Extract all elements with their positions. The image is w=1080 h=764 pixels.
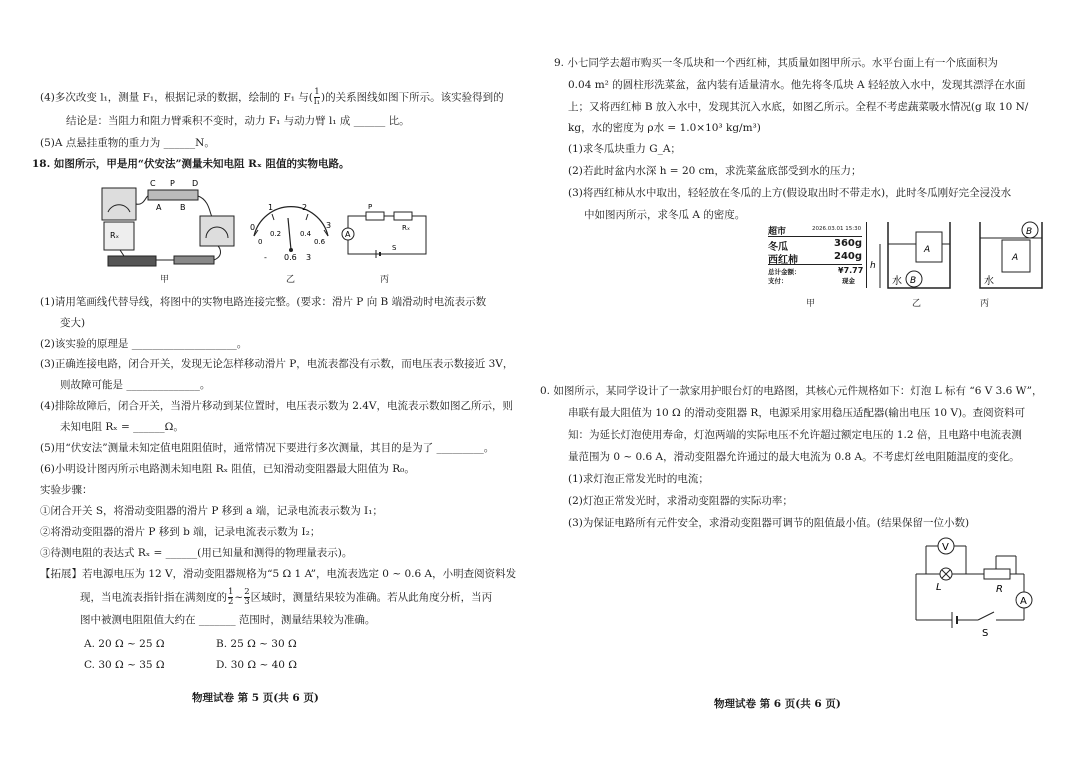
- q19-stem-1: 9. 小七同学去超市购买一冬瓜块和一个西红柿，其质量如图甲所示。水平台面上有一个底面积为: [554, 57, 998, 69]
- step-2: ②将滑动变阻器的滑片 P 移到 b 端，记录电流表示数为 I₂；: [40, 526, 321, 538]
- q19-stem-3: 上；又将西红柿 B 放入水中，发现其沉入水底，如图乙所示。全程不考虑蔬菜吸水情况(g 取 10 N/: [568, 101, 1029, 113]
- range-separator: ~: [234, 591, 244, 604]
- label-d: D: [192, 179, 199, 188]
- q20-stem-1: 0. 如图所示，某同学设计了一款家用护眼台灯的电路图，其核心元件规格如下：灯泡 L 标有 “6 V 3.6 W”，: [540, 385, 1043, 397]
- caption-jia: 甲: [160, 275, 170, 285]
- lamp-circuit-diagram: [906, 534, 1036, 640]
- label-h: h: [870, 261, 876, 271]
- frac-num: 1: [314, 87, 320, 97]
- frac-b-den: 3: [244, 597, 250, 607]
- q18-1: (1)请用笔画线代替导线，将图中的实物电路连接完整。(要求：滑片 P 向 B 端滑动时电流表示数: [40, 296, 487, 308]
- q17-4-text-a: (4)多次改变 l₁，测量 F₁，根据记录的数据，绘制的 F₁ 与(: [40, 91, 313, 104]
- label-b-yi: B: [910, 276, 917, 286]
- label-water-yi: 水: [892, 276, 902, 287]
- label-v: V: [942, 542, 949, 553]
- q17-5: (5)A 点悬挂重物的重力为 ______N。: [40, 137, 215, 149]
- step-1: ①闭合开关 S，将滑动变阻器的滑片 P 移到 a 端，记录电流表示数为 I₁；: [40, 505, 383, 517]
- label-rx: Rₓ: [110, 231, 120, 240]
- extension-question: 图中被测电阻阻值大约在 _______ 范围时，测量结果较为准确。: [80, 614, 376, 626]
- option-d[interactable]: D. 30 Ω ~ 40 Ω: [216, 659, 298, 671]
- q17-4-conclusion: 结论是：当阻力和阻力臂乘积不变时，动力 F₁ 与动力臂 l₁ 成 ______ 比。: [66, 115, 410, 127]
- frac-a-den: 2: [228, 597, 234, 607]
- figure-bing-circuit: [340, 204, 432, 260]
- label-l: L: [936, 582, 942, 593]
- label-s: S: [982, 628, 989, 639]
- tick2-label-02: 0.2: [270, 230, 282, 238]
- tick-1: [272, 214, 274, 220]
- caption-yi: 乙: [286, 275, 296, 285]
- extension-cont: [80, 588, 492, 607]
- terminal-06: 0.6: [284, 253, 297, 262]
- tick-label-3: 3: [326, 221, 332, 230]
- rx-symbol: [394, 212, 412, 220]
- steps-heading: 实验步骤：: [40, 484, 93, 496]
- caption-bing-right: 丙: [980, 299, 990, 309]
- fraction-two-thirds: [244, 588, 249, 607]
- q20-2: (2)灯泡正常发光时，求滑动变阻器的实际功率；: [568, 495, 793, 507]
- label-c: C: [150, 179, 156, 188]
- q18-4-cont: 未知电阻 Rₓ = ______Ω。: [60, 421, 184, 433]
- receipt-item-1-name: 冬瓜: [768, 242, 788, 253]
- q20-stem-2: 串联有最大阻值为 10 Ω 的滑动变阻器 R，电源采用家用稳压适配器(输出电压 10 V)。查阅资料可: [568, 407, 1026, 419]
- label-b-bing: B: [1026, 227, 1033, 237]
- tick2-label-06: 0.6: [314, 238, 326, 246]
- receipt-pay-value: 现金: [842, 277, 855, 285]
- tick-label-1: 1: [268, 203, 274, 212]
- label-b: B: [180, 203, 186, 212]
- tick2-label-0: 0: [258, 238, 263, 246]
- q17-4-text-b: )的关系图线如图下所示。该实验得到的: [321, 91, 504, 104]
- q19-3-cont: 中如图丙所示，求冬瓜 A 的密度。: [584, 209, 746, 221]
- extension-text-a: 现，当电流表指针指在满刻度的: [80, 591, 227, 604]
- switch-blade: [978, 612, 994, 620]
- label-water-bing: 水: [984, 276, 994, 287]
- label-a-right: A: [1020, 596, 1027, 607]
- rheostat-symbol-right: [984, 569, 1010, 579]
- switch: [174, 256, 214, 264]
- receipt-rule: [768, 236, 862, 237]
- q19-1: (1)求冬瓜块重力 G_A；: [568, 143, 681, 155]
- step-3: ③待测电阻的表达式 Rₓ = ______(用已知量和测得的物理量表示)。: [40, 547, 353, 559]
- receipt-item-1-mass: 360g: [834, 238, 863, 249]
- frac-a-num: 1: [228, 587, 234, 597]
- q18-1-cont: 变大): [60, 317, 86, 329]
- fraction-half: [228, 588, 233, 607]
- caption-jia-right: 甲: [806, 299, 816, 309]
- needle-pivot: [289, 248, 293, 252]
- q18-3-cont: 则故障可能是 ______________。: [60, 379, 211, 391]
- battery-pack: [108, 256, 156, 266]
- label-a-yi: A: [924, 245, 931, 255]
- label-r: R: [996, 584, 1003, 595]
- q20-1: (1)求灯泡正常发光时的电流；: [568, 473, 709, 485]
- label-a-bing: A: [1012, 253, 1019, 263]
- label-a: A: [156, 203, 162, 212]
- label-p: P: [170, 179, 175, 188]
- voltmeter-box: [102, 188, 136, 220]
- beaker-figures: [870, 218, 1060, 292]
- tick-label-2: 2: [302, 203, 308, 212]
- extension-stem: 【拓展】若电源电压为 12 V，滑动变阻器规格为“5 Ω 1 A”，电流表选定 0 ~ 0.6 A，小明查阅资料发: [40, 568, 517, 580]
- receipt-datetime: 2026.03.01 15:30: [812, 226, 862, 232]
- extension-text-b: 区域时，测量结果较为准确。若从此角度分析，当丙: [250, 591, 493, 604]
- label-p2: P: [368, 204, 373, 211]
- option-c[interactable]: C. 30 Ω ~ 35 Ω: [84, 659, 165, 671]
- q18-3: (3)正确连接电路，闭合开关，发现无论怎样移动滑片 P，电流表都没有示数，而电压表示数接近 3V，: [40, 358, 514, 370]
- caption-yi-right: 乙: [912, 299, 922, 309]
- receipt-total-value: ¥7.77: [838, 266, 864, 275]
- frac-den: l₁: [313, 97, 321, 107]
- q18-stem: 18. 如图所示，甲是用“伏安法”测量未知电阻 Rₓ 阻值的实物电路。: [32, 158, 350, 170]
- label-switch-s: S: [392, 244, 397, 252]
- page-footer-5: 物理试卷 第 5 页(共 6 页): [192, 692, 319, 704]
- tick2-label-04: 0.4: [300, 230, 312, 238]
- circuit-loop: [348, 216, 426, 254]
- receipt-store: 超市: [768, 227, 787, 237]
- q20-stem-3: 知：为延长灯泡使用寿命，灯泡两端的实际电压不允许超过额定电压的 1.2 倍，且电路中电流表测: [568, 429, 1022, 441]
- figure-yi-ammeter-dial: [248, 200, 334, 264]
- label-ammeter: A: [345, 230, 351, 239]
- rheostat-symbol: [366, 212, 384, 220]
- page-footer-6: 物理试卷 第 6 页(共 6 页): [714, 698, 841, 710]
- rheostat: [148, 190, 198, 200]
- q19-stem-4: kg，水的密度为 ρ水 = 1.0×10³ kg/m³): [568, 122, 761, 134]
- terminal-3: 3: [306, 253, 312, 262]
- receipt-pay-label: 支付：: [768, 277, 788, 285]
- receipt-item-2-mass: 240g: [834, 251, 863, 262]
- exam-page-6: [540, 0, 1080, 764]
- q20-stem-4: 量范围为 0 ~ 0.6 A，滑动变阻器允许通过的最大电流为 0.8 A。不考虑灯丝电阻随温度的变化。: [568, 451, 1020, 463]
- dial-needle: [288, 218, 291, 250]
- fraction-one-over-l1: [314, 88, 320, 107]
- q18-6: (6)小明设计图丙所示电路测未知电阻 Rₓ 阻值，已知滑动变阻器最大阻值为 R₀。: [40, 463, 415, 475]
- caption-bing: 丙: [380, 275, 390, 285]
- tick-label-0: 0: [250, 223, 256, 232]
- q19-2: (2)若此时盆内水深 h = 20 cm，求洗菜盆底部受到水的压力；: [568, 165, 862, 177]
- receipt-rule-2: [768, 264, 862, 265]
- q19-stem-2: 0.04 m² 的圆柱形洗菜盆，盆内装有适量清水。他先将冬瓜块 A 轻轻放入水中，发现其漂浮在水面: [568, 79, 1026, 91]
- label-rx2: Rₓ: [402, 224, 410, 232]
- q20-3: (3)为保证电路所有元件安全，求滑动变阻器可调节的阻值最小值。(结果保留一位小数): [568, 517, 970, 529]
- tick-2: [306, 214, 308, 220]
- q17-4-line: [40, 88, 504, 107]
- option-a[interactable]: A. 20 Ω ~ 25 Ω: [84, 638, 165, 650]
- q18-4: (4)排除故障后，闭合开关，当滑片移动到某位置时，电压表示数为 2.4V，电流表示数如图乙所示，则: [40, 400, 513, 412]
- q18-5: (5)用“伏安法”测量未知定值电阻阻值时，通常情况下要进行多次测量，其目的是为了 _________。: [40, 442, 495, 454]
- dial-arc: [254, 207, 328, 236]
- frac-b-num: 2: [244, 587, 250, 597]
- ammeter-box: [200, 216, 234, 246]
- receipt-total-label: 总计金额：: [768, 268, 801, 276]
- q19-3: (3)将西红柿从水中取出，轻轻放在冬瓜的上方(假设取出时不带走水)，此时冬瓜刚好完全浸没水: [568, 187, 1012, 199]
- receipt-item-2-name: 西红柿: [768, 255, 798, 266]
- receipt: [766, 222, 867, 288]
- q18-2: (2)该实验的原理是 ____________________。: [40, 338, 248, 350]
- figure-jia-physical-circuit: [100, 176, 242, 274]
- option-b[interactable]: B. 25 Ω ~ 30 Ω: [216, 638, 297, 650]
- terminal-minus: -: [264, 253, 267, 262]
